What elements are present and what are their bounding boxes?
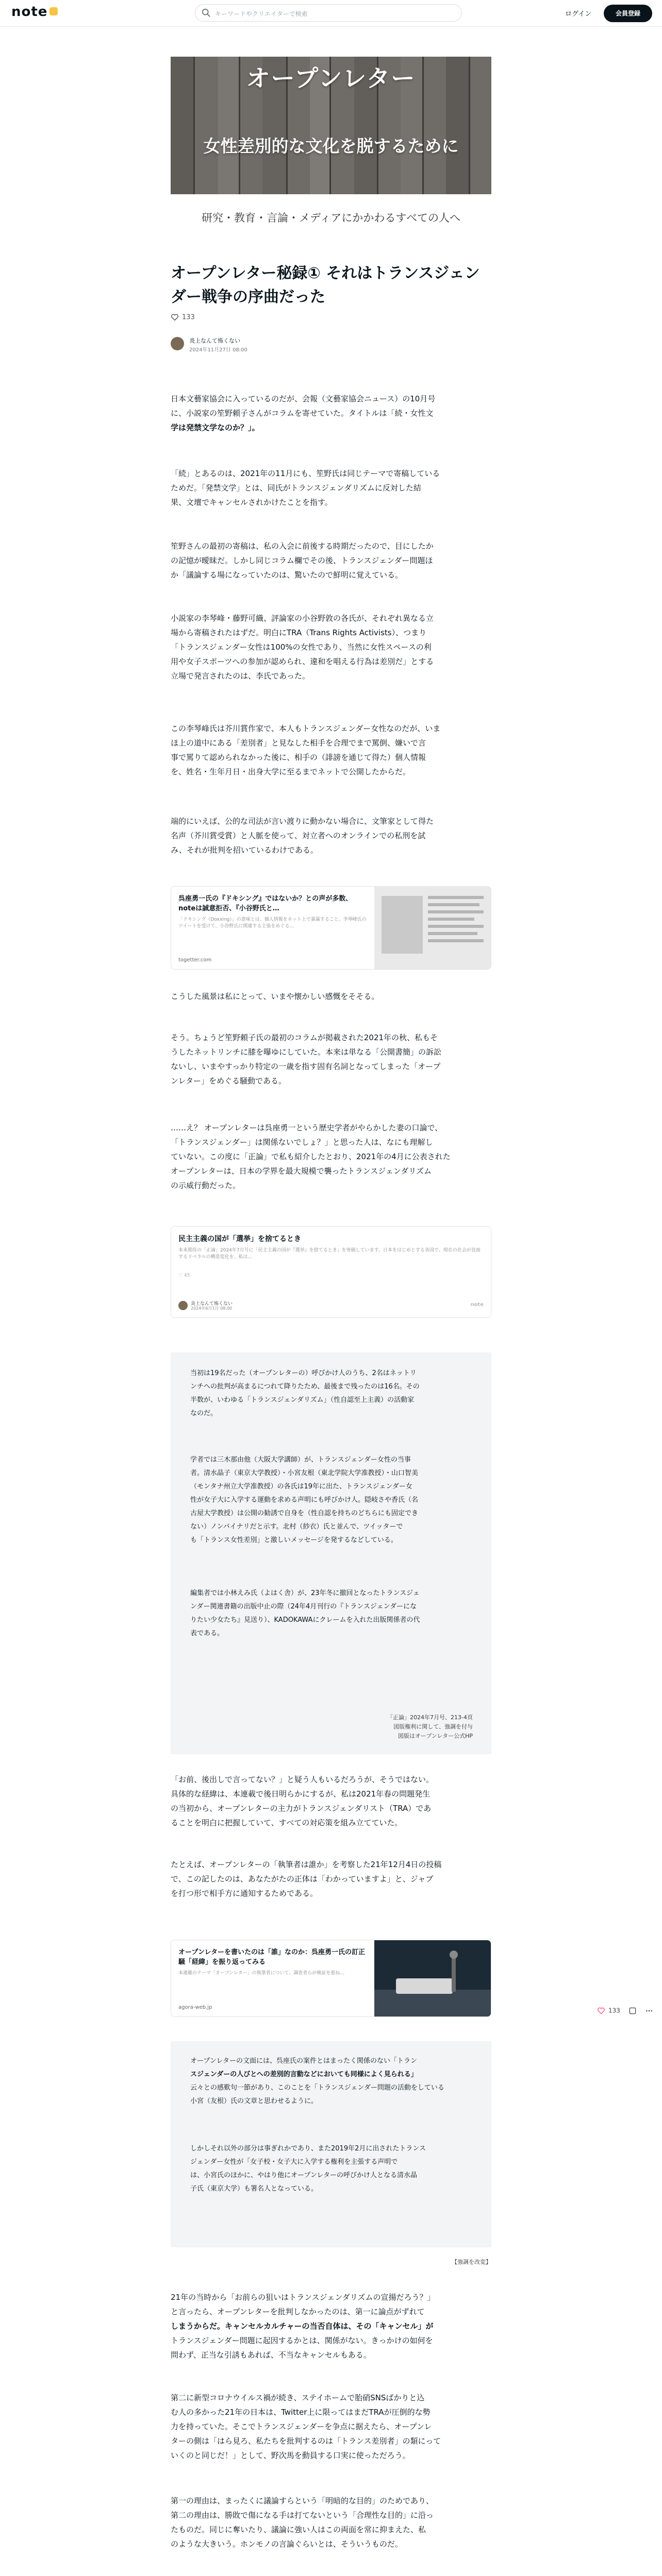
search-placeholder: キーワードやクリエイターで検索 bbox=[215, 10, 308, 18]
text-line: 21年の当時から「お前らの狙いはトランスジェンダリズムの宣揚だろう？」 bbox=[171, 2293, 435, 2302]
logo-badge-icon bbox=[49, 7, 58, 15]
text-line: うしたネットリンチに膝を曝ゆにしていた。本来は単なる「公開書簡」の訴訟 bbox=[171, 1047, 442, 1057]
signup-button[interactable]: 会員登録 bbox=[604, 5, 652, 22]
text-line: ることを明白に把握していて、すべての対応策を組み立てていた。 bbox=[171, 1818, 403, 1827]
card-likes: ♡ 45 bbox=[178, 1273, 190, 1278]
text-line: と言ったら、オープンレターを批判しなかったのは、第一に論点がずれて bbox=[171, 2307, 425, 2316]
quote-paragraph bbox=[190, 1453, 471, 1547]
quote-paragraph bbox=[190, 2142, 471, 2196]
magazine-hero-image bbox=[171, 57, 491, 194]
search-box[interactable] bbox=[195, 4, 462, 22]
card-date: 2024年6月1日 08:00 bbox=[191, 1306, 233, 1311]
quote-line: も「トランス女性差別」と激しいメッセージを発するなどしている。 bbox=[190, 1536, 398, 1544]
text-line: 果、文壇でキャンセルされかけたことを指す。 bbox=[171, 498, 333, 507]
quote-line: りたい少女たち』見送り）、KADOKAWAにクレームを入れた出版関係者の代 bbox=[190, 1616, 420, 1624]
share-icon[interactable] bbox=[628, 2007, 637, 2015]
quote-citation: 【強調を改変】 bbox=[452, 2259, 491, 2265]
quote-line: ない）ノンバイナリだと示す。北村（紗衣）氏と並んで、ツイッターで bbox=[190, 1523, 403, 1531]
login-link[interactable]: ログイン bbox=[565, 10, 592, 18]
heart-icon[interactable] bbox=[597, 2007, 605, 2015]
quote-paragraph bbox=[190, 1367, 471, 1420]
citation-line: 図版権利に関して、強調を付与 bbox=[393, 1723, 473, 1730]
hero-subtitle: 女性差別的な文化を脱するために bbox=[203, 136, 459, 156]
text-line: に、小説家の笙野頼子さんがコラムを寄せていた。タイトルは「続・女性文 bbox=[171, 409, 434, 418]
text-line: 第二に新型コロナウイルス禍が続き、ステイホームで胎硝SNSばかりと込 bbox=[171, 2393, 425, 2402]
text-line: この李琴峰氏は芥川賞作家で、本人もトランスジェンダー女性なのだが、いま bbox=[171, 724, 441, 733]
link-card-togetter[interactable] bbox=[171, 886, 491, 970]
author-name[interactable]: 炎上なんて怖くない bbox=[189, 337, 240, 344]
article-title-line: オープンレター秘録① それはトランスジェン bbox=[171, 264, 480, 282]
card-domain: agora-web.jp bbox=[178, 2005, 212, 2010]
text-line: 立場で発言されたのは、李氏であった。 bbox=[171, 671, 310, 681]
thumbnail-graphic bbox=[374, 1940, 491, 2017]
post-date: 2024年11月27日 08:00 bbox=[189, 347, 247, 353]
text-line: 問わず、正当な引誘もあれば、不当なキャンセルもある。 bbox=[171, 2350, 371, 2360]
hero-title: オープンレター bbox=[246, 64, 416, 92]
text-line: ……え？ オープンレターは呉座勇一という歴史学者がやらかした妻の口論で、 bbox=[171, 1123, 443, 1132]
quote-line: ンダー関連書籍の出版中止の際（24年4月刊行の『トランスジェンダーにな bbox=[190, 1603, 417, 1611]
text-line: 小説家の李琴峰・藤野可織、評論家の小谷野敦の各氏が、それぞれ異なる立 bbox=[171, 614, 434, 623]
text-line: そう。ちょうど笙野頼子氏の最初のコラムが掲載された2021年の秋、私もそ bbox=[171, 1033, 438, 1042]
like-count: 133 bbox=[608, 2007, 620, 2014]
text-line: 「お前、後出しで言ってない？」と疑う人もいるだろうが、そうではない。 bbox=[171, 1775, 434, 1784]
quote-line: ジェンダー女性が「女子校・女子大に入学する権利を主張する声明で bbox=[190, 2158, 398, 2166]
text-line: ターの側は「はら見ろ、私たちを批判するのは「トランス差別者」の類にって bbox=[171, 2436, 441, 2446]
text-line: ためだ。「発禁文学」とは、同氏がトランスジェンダリズムに反対した結 bbox=[171, 483, 421, 493]
text-line: 名声（芥川賞受賞）と人脈を使って、対立者へのオンラインでの私刑を試 bbox=[171, 831, 426, 840]
paragraph bbox=[171, 392, 491, 435]
paragraph bbox=[171, 466, 491, 510]
magazine-tagline: 研究・教育・言論・メディアにかかわるすべての人へ bbox=[202, 212, 460, 224]
text-line: たとえば、オープンレターの「執筆者は誰か」を考察した21年12月4日の投稿 bbox=[171, 1860, 442, 1869]
text-line: で、この記したのは、あなたがたの正体は「わかっていますよ」と、ジャブ bbox=[171, 1874, 434, 1884]
quote-line: 半数が、いわゆる「トランスジェンダリズム」（性自認至上主義）の活動家 bbox=[190, 1396, 415, 1404]
text-line: ていない。この度に「正論」で私も紹介したとおり、2021年の4月に公表された bbox=[171, 1152, 451, 1161]
text-line: ンレター」をめぐる騒動である。 bbox=[171, 1076, 287, 1086]
text-line: トランスジェンダー問題に起因するかとは、関係がない。きっかけの如何を bbox=[171, 2336, 433, 2345]
text-line: を、姓名・生年月日・出身大学に至るまでネットで公開したからだ。 bbox=[171, 767, 411, 776]
quote-block bbox=[171, 2041, 491, 2247]
thumbnail-graphic bbox=[374, 887, 491, 970]
search-icon bbox=[202, 8, 211, 18]
quote-line: は、小宮氏のほかに、やはり他にオープンレターの呼びかけ人となる清水晶 bbox=[190, 2172, 417, 2179]
like-row[interactable] bbox=[171, 313, 491, 325]
author-block[interactable] bbox=[171, 335, 491, 355]
quote-line: 当初は19名だった（オープンレターの）呼びかけ人のうち、2名はネットリ bbox=[190, 1369, 417, 1377]
text-line: 「トランスジェンダー女性は100%の女性であり、当然に女性スペースの利 bbox=[171, 642, 432, 652]
text-line: の記憶が曖昧だ。しかし同じコラム欄でその後、トランスジェンダー問題ほ bbox=[171, 556, 433, 565]
note-logo[interactable]: note bbox=[11, 4, 58, 20]
card-description: 本来期待の「正論」2024年7月号に「民主主義の国が『選挙』を捨てるとき」を寄稿しています。日本をはじめとする各国で、現在の社会が直面するリベラルの構造変化を、私は… bbox=[178, 1248, 481, 1260]
card-footer bbox=[178, 1300, 484, 1311]
text-line: いくのと同じだ！」として、野次馬を動員する口実に使っただろう。 bbox=[171, 2451, 410, 2460]
quote-block bbox=[171, 1352, 491, 1754]
paragraph bbox=[171, 1121, 491, 1193]
card-title: 民主主義の国が「選挙」を捨てるとき bbox=[178, 1235, 301, 1243]
text-line: 場から寄稿されたはずだ。明白にTRA（Trans Rights Activists）、つまり bbox=[171, 628, 427, 637]
text-line: む人の多かった21年の日本は、Twitter上に限ってはまだTRAが圧倒的な勢 bbox=[171, 2408, 431, 2417]
card-title: オープンレターを書いたのは「誰」なのか：呉座勇一氏の訂正騒「経緯」を振り返ってみる bbox=[178, 1948, 365, 1966]
text-line: 第二の理由は、勝敗で傷になる手は打てないという「合理性な目的」に沿っ bbox=[171, 2511, 434, 2520]
quote-line: 古屋大学教授）は公開の勧誘で自身を（性自認を持ちのどちらにも固定でき bbox=[190, 1510, 419, 1517]
note-mini-logo: note bbox=[470, 1302, 484, 1308]
quote-paragraph bbox=[190, 1587, 471, 1640]
article-title-line: ダー戦争の序曲だった bbox=[171, 288, 325, 306]
quote-line: スジェンダーの人びとへの差別的言動などにおいても同様によく見られる」 bbox=[190, 2071, 418, 2078]
text-line: オープンレターは、日本の学界を最大規模で襲ったトランスジェンダリズム bbox=[171, 1166, 432, 1176]
paragraph bbox=[171, 1857, 491, 1901]
text-line: しまうからだ。キャンセルカルチャーの当否自体は、その「キャンセル」が bbox=[171, 2321, 434, 2331]
text-line: の示威行動だった。 bbox=[171, 1181, 241, 1190]
paragraph bbox=[171, 2391, 491, 2463]
quote-line: なのだ。 bbox=[190, 1410, 218, 1417]
quote-line: 者。清水晶子（東京大学教授）・小宮友根（東北学院大学准教授）・山口智美 bbox=[190, 1469, 419, 1477]
article-title bbox=[171, 262, 491, 309]
link-card-agora[interactable] bbox=[171, 1940, 491, 2017]
text-line: 笙野さんの最初の寄稿は、私の入会に前後する時期だったので、目にしたか bbox=[171, 541, 434, 551]
card-description: 本連載のテーマ「オープンレター」の執筆者について、調査者らが検証を重ね… bbox=[178, 1971, 345, 1976]
card-domain: togetter.com bbox=[178, 957, 212, 963]
floating-like-bar[interactable] bbox=[597, 2007, 653, 2018]
paragraph bbox=[171, 2290, 491, 2362]
card-author: 炎上なんて怖くない bbox=[191, 1301, 233, 1307]
heart-icon[interactable] bbox=[171, 313, 179, 321]
citation-line: 図版はオープンレター公式HP bbox=[398, 1733, 473, 1739]
avatar[interactable] bbox=[171, 337, 184, 350]
text-line: 力を持っていた。そこでトランスジェンダーを争点に据えたら、オープンレ bbox=[171, 2422, 432, 2431]
quote-line: 編集者では小林えみ氏（よはく舎）が、23年冬に撤回となったトランスジェ bbox=[190, 1589, 420, 1597]
paragraph bbox=[171, 1030, 491, 1088]
quote-line: しかしそれ以外の部分は事ぎれかであり、また2019年2月に出されたトランス bbox=[190, 2145, 426, 2153]
paragraph bbox=[171, 721, 491, 779]
text-line: 「続」とあるのは、2021年の11月にも、笙野氏は同じテーマで寄稿している bbox=[171, 469, 440, 478]
text-line: 第一の理由は、まったくに議論すらという「明暗的な目的」のためであり、 bbox=[171, 2496, 434, 2505]
quote-paragraph bbox=[190, 2055, 471, 2108]
quote-line: 子氏（東京大学）も署名人となっている。 bbox=[190, 2185, 318, 2193]
quote-line: オープンレターの文面には、呉座氏の案件とはまったく関係のない「トラン bbox=[190, 2057, 417, 2065]
quote-line: 小宮（友根）氏の文章と思わせるように。 bbox=[190, 2097, 318, 2105]
more-icon[interactable] bbox=[645, 2007, 653, 2015]
text-line: 端的にいえば、公的な司法が言い渡りに動かない場合に、文筆家として得た bbox=[171, 817, 434, 826]
citation-line: 「正論」2024年7月号、213-4頁 bbox=[387, 1714, 473, 1721]
card-description: 「ドキシング（Doxxing）」の意味とは、個人情報をネット上で暴露すること。李琴峰氏のツイートを受けて、小谷野氏に関連する主張をめぐる… bbox=[178, 917, 367, 929]
text-line: 用や女子スポーツへの参加が認められ、違和を唱える行為は差別だ」とする bbox=[171, 657, 434, 666]
text-line: 具体的な経緯は、本連載で後日明らかにするが、私は2021年春の問題発生 bbox=[171, 1789, 431, 1799]
avatar bbox=[178, 1301, 188, 1310]
quote-line: 云々との感歎句一節があり、このことを「トランスジェンダー問題の活動をしている bbox=[190, 2084, 444, 2092]
text-line: 「トランスジェンダー」は関係ないでしょ？」と思った人は、なにも理解し bbox=[171, 1138, 433, 1147]
paragraph bbox=[171, 2494, 491, 2551]
paragraph bbox=[171, 1772, 491, 1830]
like-count: 133 bbox=[182, 313, 195, 321]
text-line: み、それが批判を招いているわけである。 bbox=[171, 845, 318, 855]
quote-line: 表である。 bbox=[190, 1630, 224, 1637]
text-line: か「議論する場になっていたのは、驚いたので鮮明に覚えている。 bbox=[171, 570, 403, 580]
quote-line: （モンタナ州立大学准教授）の各氏は19年に出た、トランスジェンダー女 bbox=[190, 1483, 412, 1490]
text-line: こうした風景は私にとって、いまや懐かしい感慨をそそる。 bbox=[171, 992, 379, 1001]
text-line: 学は発禁文学なのか？」。 bbox=[171, 423, 260, 432]
quote-line: 学者では三木那由他（大阪大学講師）が、トランスジェンダー女性の当事 bbox=[190, 1456, 411, 1464]
card-title: 呉座勇一氏の『ドキシング』ではないか？との声が多数、noteは誠意拒否、『小谷野氏と… bbox=[178, 895, 353, 912]
paragraph bbox=[171, 814, 491, 857]
card-thumbnail bbox=[374, 1940, 491, 2016]
text-line: のような大きいう。ホンモノの言論ぐらいとは、そういうものだ。 bbox=[171, 2539, 403, 2549]
quote-line: 性が女子大に入学する運動を求める声明にも呼びかけ人。隠岐さや香氏（名 bbox=[190, 1496, 419, 1504]
quote-citation bbox=[387, 1713, 473, 1741]
text-line: 日本文藝家協会に入っているのだが、会報（文藝家協会ニュース）の10月号 bbox=[171, 394, 436, 403]
quote-line: ンチへの批判が高まるにつれて降りたため、最後まで残ったのは16名。その bbox=[190, 1383, 420, 1391]
site-header bbox=[0, 0, 662, 27]
text-line: ほ上の道中にある「差別者」と見なした相手を合理でまで罵倒、嫌いで言 bbox=[171, 738, 426, 748]
paragraph bbox=[171, 611, 491, 683]
text-line: の当初から、オープンレターの主力がトランスジェンダリスト（TRA）であ bbox=[171, 1804, 432, 1813]
text-line: を打つ形で相手方に通知するためである。 bbox=[171, 1889, 318, 1898]
text-line: 事で罵りて認められなかった後に、相手の（誹謗を通じて得た）個人情報 bbox=[171, 753, 426, 762]
text-line: ないし、いまやすっかり特定の一歳を指す固有名詞となってしまった「オープ bbox=[171, 1062, 441, 1071]
card-thumbnail bbox=[374, 887, 491, 969]
text-line: たものだ。同じに奪いたり、議論に強い人はこの両面を常に抑まえた、私 bbox=[171, 2525, 426, 2534]
paragraph bbox=[171, 989, 491, 1004]
paragraph bbox=[171, 539, 491, 582]
note-card-related[interactable] bbox=[171, 1226, 491, 1318]
